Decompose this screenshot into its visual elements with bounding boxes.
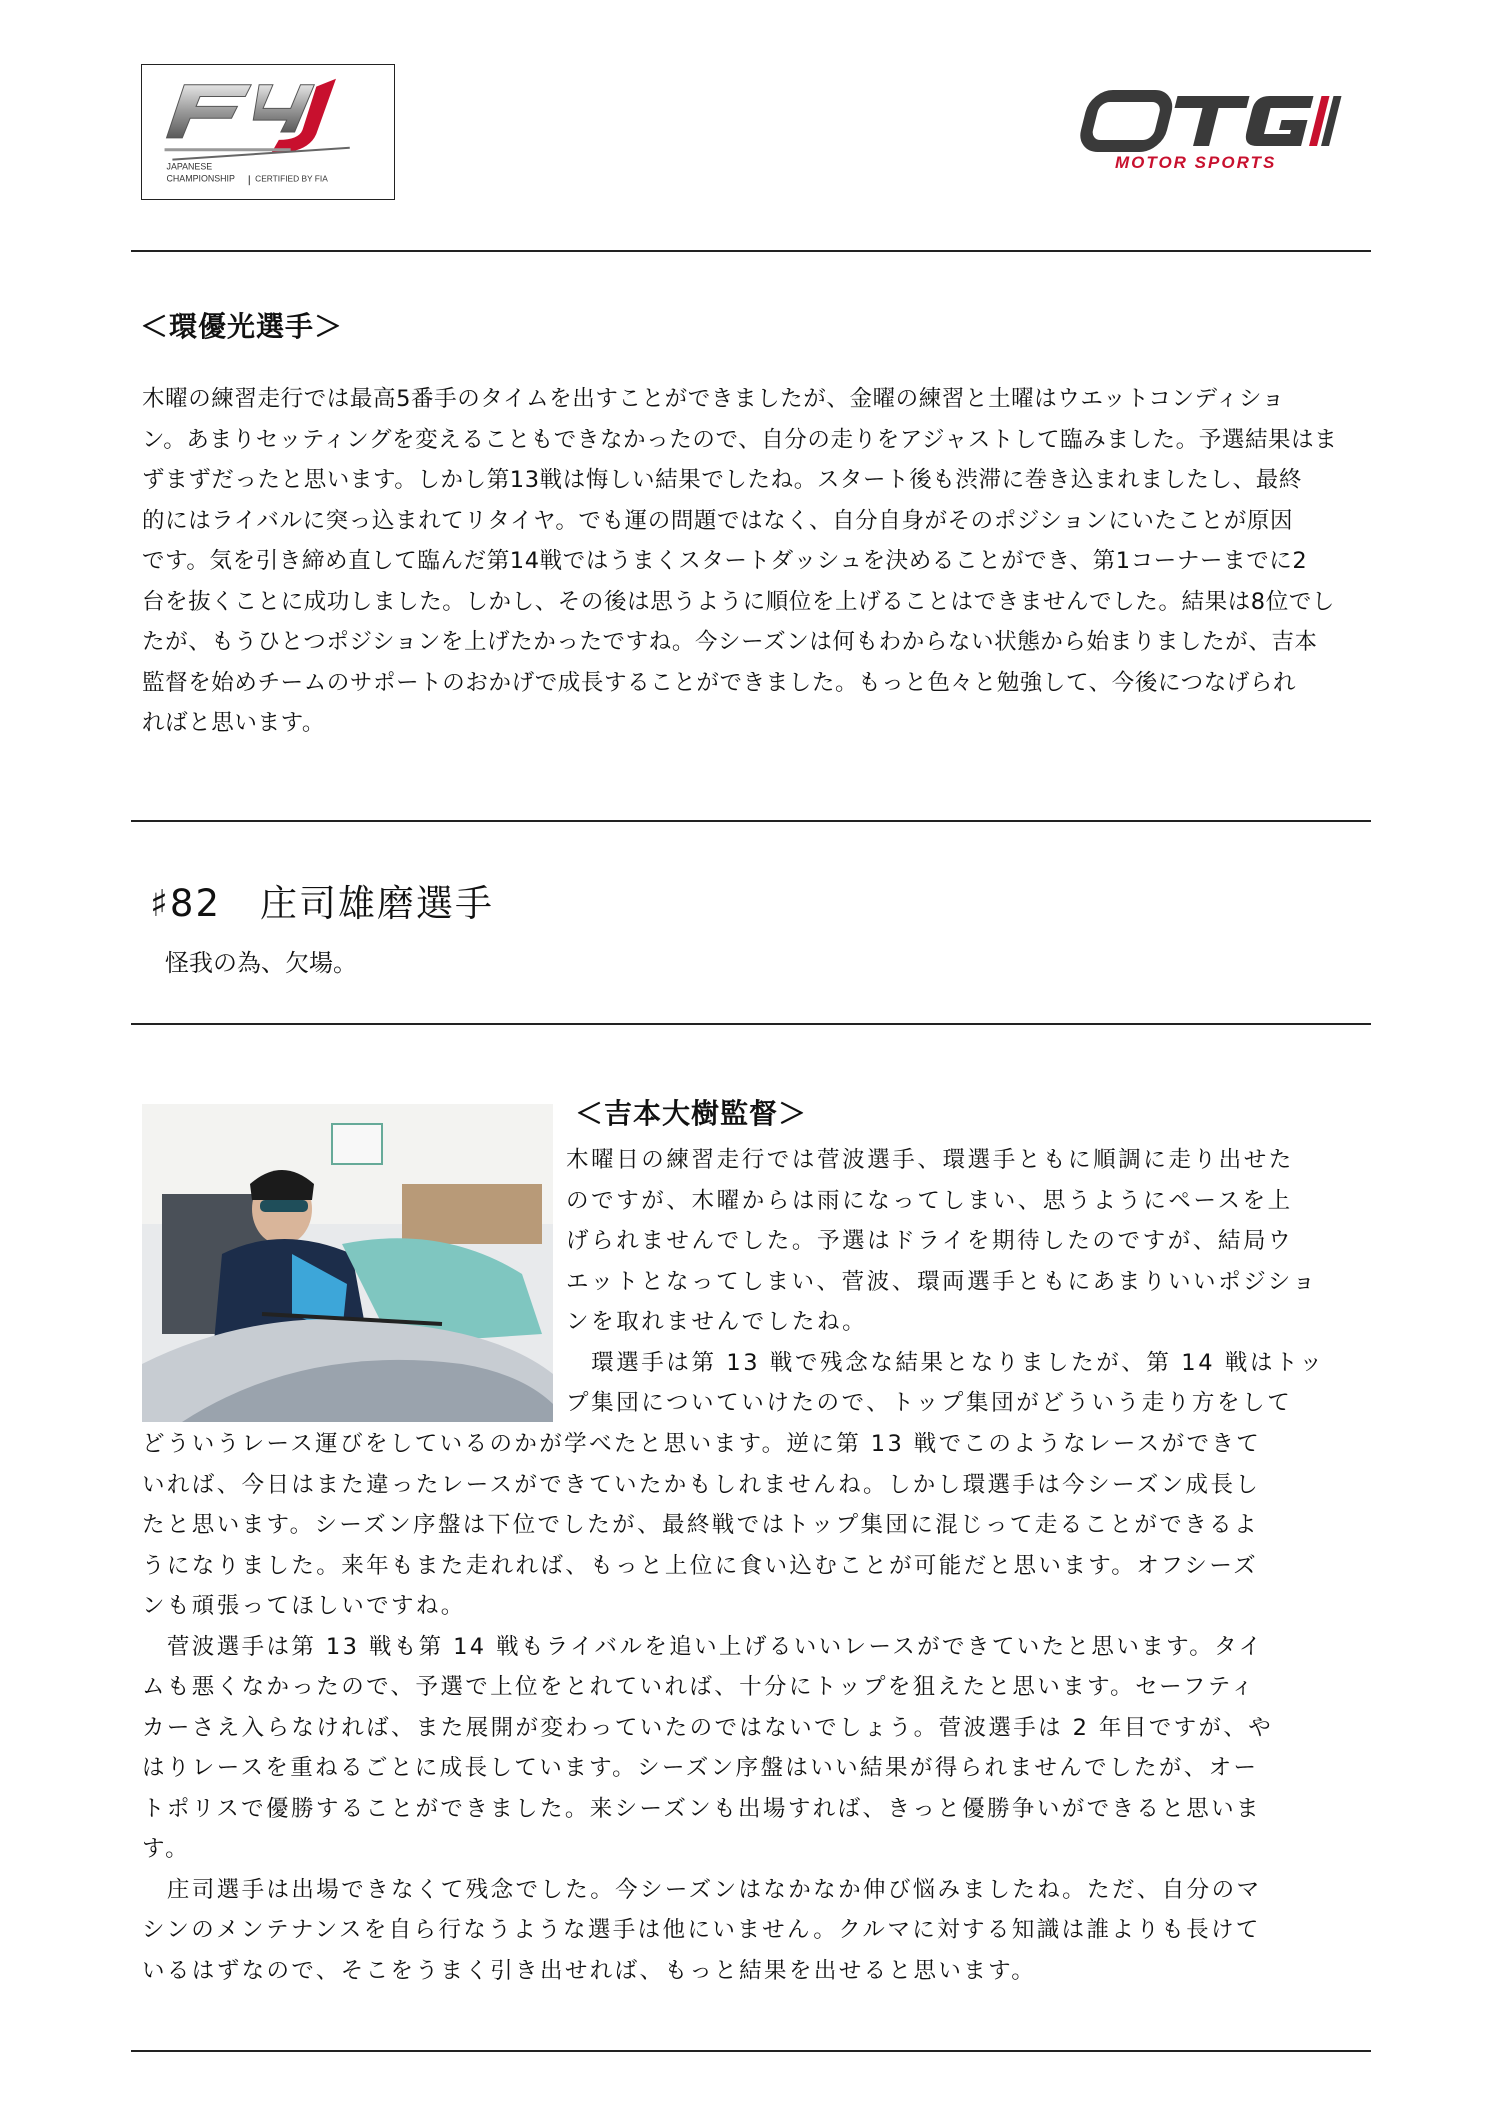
- text-line: ンを取れませんでしたね。: [566, 1309, 868, 1335]
- text-line: ればと思います。: [142, 710, 326, 736]
- director-heading: ＜吉本大樹監督＞: [575, 1097, 808, 1130]
- f4-championship-logo: [141, 64, 395, 200]
- text-line: 庄司選手は出場できなくて残念でした。今シーズンはなかなか伸び悩みましたね。ただ、自分のマ: [142, 1876, 1262, 1903]
- text-line: シンのメンテナンスを自ら行なうような選手は他にいません。クルマに対する知識は誰よりも長けて: [142, 1917, 1261, 1943]
- text-line: す。: [142, 1836, 191, 1862]
- director-photo: [142, 1104, 553, 1422]
- divider: [131, 820, 1371, 822]
- otg-mark: [1083, 96, 1341, 146]
- text-line: はりレースを重ねるごとに成長しています。シーズン序盤はいい結果が得られませんでしたが、オー: [142, 1755, 1259, 1781]
- text-line: たと思います。シーズン序盤は下位でしたが、最終戦ではトップ集団に混じって走ることができるよ: [142, 1512, 1259, 1538]
- text-line: プ集団についていけたので、トップ集団がどういう走り方をして: [566, 1390, 1293, 1416]
- text-line: いれば、今日はまた違ったレースができていたかもしれませんね。しかし環選手は今シーズン成長し: [142, 1471, 1261, 1498]
- text-line: げられませんでした。予選はドライを期待したのですが、結局ウ: [566, 1228, 1294, 1254]
- f4-mark: [165, 79, 350, 160]
- divider: [131, 250, 1371, 252]
- divider: [131, 1023, 1371, 1025]
- f4-logo-line2: CHAMPIONSHIP: [166, 173, 235, 184]
- text-line: カーさえ入らなければ、また展開が変わっていたのではないでしょう。菅波選手は 2 年目ですが、や: [142, 1714, 1274, 1741]
- text-line: うになりました。来年もまた走れれば、もっと上位に食い込むことが可能だと思います。オフシーズ: [142, 1552, 1259, 1579]
- text-line: 環選手は第 13 戦で残念な結果となりましたが、第 14 戦はトッ: [566, 1349, 1325, 1376]
- car-82-title: ♯82 庄司雄磨選手: [150, 882, 494, 925]
- text-line: ン。あまりセッティングを変えることもできなかったので、自分の走りをアジャストして臨みました。予選結果はま: [142, 426, 1338, 453]
- director-comment-intro: [566, 1140, 1378, 1424]
- f4-logo-cert: CERTIFIED BY FIA: [255, 173, 328, 184]
- text-line: 監督を始めチームのサポートのおかげで成長することができました。もっと色々と勉強して、今後につなげられ: [142, 669, 1297, 696]
- divider: [131, 2050, 1371, 2052]
- text-line: 菅波選手は第 13 戦も第 14 戦もライバルを追い上げるいいレースができていたと思います。タイ: [142, 1633, 1264, 1660]
- text-line: いるはずなので、そこをうまく引き出せれば、もっと結果を出せると思います。: [142, 1957, 1037, 1984]
- text-line: ムも悪くなかったので、予選で上位をとれていれば、十分にトップを狙えたと思います。セーフティ: [142, 1674, 1256, 1700]
- text-line: 的にはライバルに突っ込まれてリタイヤ。でも運の問題ではなく、自分自身がそのポジションにいたことが原因: [142, 507, 1294, 534]
- car-82-status: 怪我の為、欠場。: [165, 949, 357, 977]
- text-line: たが、もうひとつポジションを上げたかったですね。今シーズンは何もわからない状態から始まりましたが、吉本: [142, 629, 1318, 655]
- text-line: ずまずだったと思います。しかし第13戦は悔しい結果でしたね。スタート後も渋滞に巻き込まれましたし、最終: [142, 467, 1302, 493]
- text-line: のですが、木曜からは雨になってしまい、思うようにペースを上: [566, 1187, 1293, 1214]
- text-line: エットとなってしまい、菅波、環両選手ともにあまりいいポジショ: [566, 1268, 1318, 1295]
- text-line: 木曜の練習走行では最高5番手のタイムを出すことができましたが、金曜の練習と土曜はウエットコンディショ: [142, 386, 1285, 412]
- director-comment-body: [142, 1424, 1378, 1991]
- otg-motorsports-logo: [1075, 90, 1375, 172]
- driver-heading-tamaki: ＜環優光選手＞: [140, 310, 344, 343]
- text-line: ンも頑張ってほしいですね。: [142, 1593, 466, 1619]
- text-line: どういうレース運びをしているのかが学べたと思います。逆に第 13 戦でこのようなレースができて: [142, 1431, 1262, 1457]
- text-line: 台を抜くことに成功しました。しかし、その後は思うように順位を上げることはできませんでした。結果は8位でし: [142, 588, 1336, 615]
- driver-comment-tamaki: [142, 379, 1378, 744]
- text-line: 木曜日の練習走行では菅波選手、環選手ともに順調に走り出せた: [566, 1147, 1294, 1173]
- f4-logo-line1: JAPANESE: [166, 161, 213, 172]
- text-line: です。気を引き締め直して臨んだ第14戦ではうまくスタートダッシュを決めることができ、第1コーナーまでに2: [142, 548, 1308, 574]
- otg-logo-sub: MOTOR SPORTS: [1115, 153, 1277, 172]
- text-line: トポリスで優勝することができました。来シーズンも出場すれば、きっと優勝争いができると思いま: [142, 1795, 1261, 1822]
